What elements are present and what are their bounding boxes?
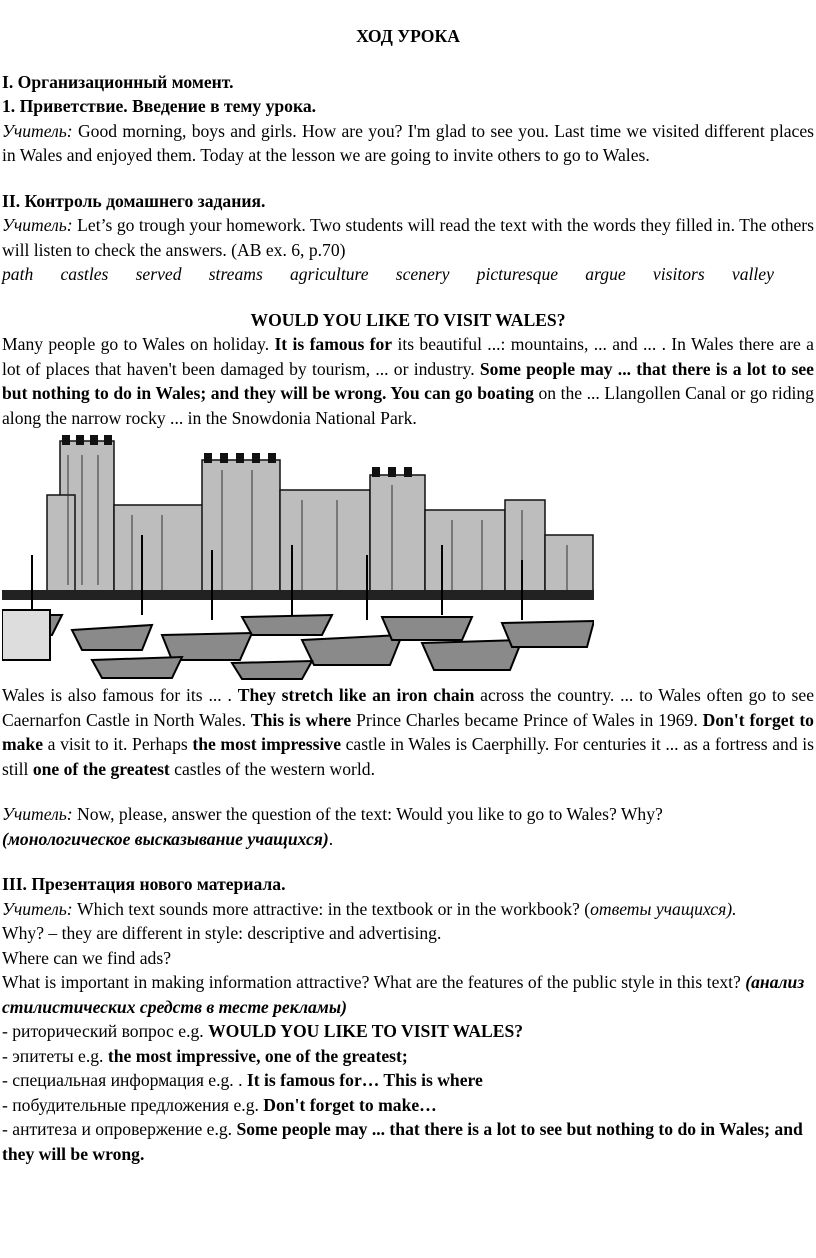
spacer (2, 781, 814, 802)
word-bank-item: valley (731, 264, 774, 284)
device-example: the most impressive, one of the greatest; (107, 1045, 408, 1066)
ad-text: Many people go to Wales on holiday. (2, 334, 275, 354)
harbour-wall (2, 590, 594, 600)
teacher-speech: Good morning, boys and girls. How are you? I'm glad to see you. Last time we visited different places in Wales and enjoyed them. Today at the lesson we are going to invite others to go to Wales. (2, 120, 814, 165)
section-1-subheading: 1. Приветствие. Введение в тему урока. (2, 96, 317, 116)
question-note: (монологическое высказывание учащихся) (2, 828, 329, 849)
spacer (2, 49, 814, 70)
ad-text: Prince Charles became Prince of Wales in 1969. (351, 709, 703, 730)
ad-bold-text: Some people may ... that there is a lot to see but nothing to do in Wales; and they will be wrong. You can go boating (2, 358, 814, 403)
section-2-heading: II. Контроль домашнего задания. (2, 190, 266, 211)
section-2-paragraph (2, 213, 814, 262)
word-bank-item: picturesque (476, 264, 559, 284)
ad-bold-text: They stretch like an iron chain (237, 685, 475, 705)
spacer (2, 168, 814, 189)
ad-paragraph-2 (2, 683, 814, 781)
device-label: - риторический вопрос e.g. (2, 1021, 209, 1041)
ad-text: on the ... Llangollen Canal or go riding along the narrow rocky ... in the Snowdonia National Park. (2, 383, 814, 428)
ad-bold-text: It is famous for (274, 334, 393, 354)
word-bank-item: path (2, 264, 34, 284)
lesson-page (2, 24, 814, 1166)
ads-line: Where can we find ads? (2, 947, 172, 968)
ad-text: across the country. ... to Wales often go to see Caernarfon Castle in North Wales. (2, 685, 815, 730)
device-item (2, 1093, 814, 1118)
device-item (2, 1117, 814, 1166)
word-bank-item: streams (208, 264, 263, 284)
device-example: It is famous for… This is where (246, 1070, 483, 1090)
ad-bold-text: Don't forget to make (2, 709, 814, 754)
teacher-label: Учитель: (2, 215, 73, 235)
device-label: - побудительные предложения e.g. (2, 1094, 264, 1115)
ad-title: WOULD YOU LIKE TO VISIT WALES? (250, 309, 566, 330)
period: . (328, 828, 334, 849)
question-note-line (2, 827, 814, 852)
teacher-label: Учитель: (2, 120, 73, 141)
page-title: ХОД УРОКА (356, 26, 460, 46)
features-text: What is important in making information attractive? What are the features of the public style in this text? (2, 972, 746, 992)
teacher-speech: Which text sounds more attractive: in the textbook or in the workbook? ( (72, 898, 591, 919)
device-example: Some people may ... that there is a lot to see but nothing to do in Wales; and they will be wrong. (2, 1119, 803, 1164)
ad-bold-text: This is where (250, 709, 352, 730)
word-bank-item: visitors (652, 264, 705, 284)
word-bank-item: scenery (395, 264, 450, 284)
device-item (2, 1019, 814, 1044)
section-1-heading: I. Организационный момент. (2, 71, 234, 92)
ad-text: Wales is also famous for its ... . (2, 685, 238, 705)
device-item (2, 1068, 814, 1093)
device-label: - эпитеты e.g. (2, 1045, 108, 1066)
ad-text: its beautiful ...: mountains, ... and ... . In Wales there are a lot of places that haven't been damaged by tourism, ... or industry. (2, 334, 814, 379)
device-label: - специальная информация e.g. . (2, 1070, 247, 1090)
device-example: Don't forget to make… (263, 1094, 437, 1115)
answers-note: ответы учащихся). (590, 898, 737, 919)
section-3-paragraph (2, 897, 814, 922)
word-bank-item: agriculture (290, 264, 369, 284)
style-line: Why? – they are different in style: descriptive and advertising. (2, 923, 442, 943)
word-bank-item: argue (585, 264, 626, 284)
spacer (2, 287, 814, 308)
ad-text: castle in Wales is Caerphilly. For centuries it ... as a fortress and is still (2, 734, 814, 779)
device-item (2, 1044, 814, 1069)
word-bank-item: served (135, 264, 182, 284)
question-paragraph (2, 802, 814, 827)
device-label: - антитеза и опровержение e.g. (2, 1119, 237, 1139)
teacher-label: Учитель: (2, 804, 73, 824)
boat-cabin (2, 610, 50, 660)
ad-text: a visit to it. Perhaps (43, 734, 193, 754)
section-3-heading: III. Презентация нового материала. (2, 874, 286, 894)
ad-bold-text: one of the greatest (32, 758, 170, 779)
ad-text: castles of the western world. (169, 758, 375, 779)
teacher-label: Учитель: (2, 898, 73, 919)
word-bank (2, 262, 774, 287)
castle-illustration (2, 435, 594, 680)
ad-bold-text: the most impressive (192, 734, 341, 754)
device-example: WOULD YOU LIKE TO VISIT WALES? (208, 1021, 524, 1041)
section-1-paragraph (2, 119, 814, 168)
ad-paragraph-1 (2, 332, 814, 430)
teacher-speech: Now, please, answer the question of the text: Would you like to go to Wales? Why? (72, 804, 663, 824)
spacer (2, 851, 814, 872)
features-note: (анализ стилистических средств в тесте рекламы) (2, 972, 805, 1017)
teacher-speech: Let’s go trough your homework. Two students will read the text with the words they filled in. The others will listen to check the answers. (AB ex. 6, p.70) (2, 215, 814, 260)
features-line (2, 970, 814, 1019)
word-bank-item: castles (60, 264, 109, 284)
